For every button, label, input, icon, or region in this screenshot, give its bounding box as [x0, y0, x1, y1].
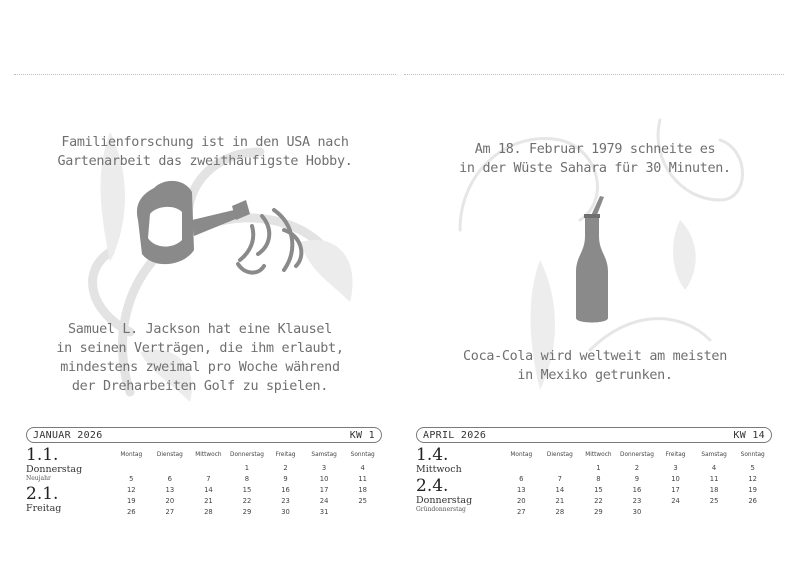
date-cell: 8	[244, 474, 250, 483]
weekday-label: Freitag	[665, 452, 686, 458]
week-row	[112, 507, 382, 518]
week-row	[112, 484, 382, 495]
month-label: APRIL 2026	[423, 429, 487, 441]
date-cell: 29	[242, 508, 252, 517]
week-row	[112, 473, 382, 484]
weekday-label: Mittwoch	[195, 452, 222, 458]
date-cell: 21	[555, 497, 565, 506]
date-cell: 13	[165, 485, 175, 494]
day-date: 2.1.	[26, 484, 59, 504]
date-cell: 9	[283, 474, 288, 483]
fact-bottom-text: Samuel L. Jackson hat eine Klausel in seinen Verträgen, die ihm erlaubt, mindestens zweimal pro Woche während der Dreharbeiten Golf zu spielen.	[56, 322, 344, 394]
date-cell: 21	[204, 497, 213, 506]
day-entry	[26, 447, 118, 483]
month-grid	[502, 448, 772, 518]
date-cell: 10	[671, 474, 680, 483]
week-row	[112, 462, 382, 473]
date-cell	[656, 507, 695, 518]
top-divider	[14, 74, 396, 75]
day-entry	[26, 486, 118, 514]
date-cell: 7	[557, 474, 562, 483]
date-cell: 27	[165, 508, 175, 517]
date-cell: 23	[281, 497, 290, 506]
weekday-label: Donnerstag	[620, 452, 654, 458]
date-cell: 17	[671, 485, 680, 494]
date-cell	[112, 462, 151, 473]
day-entries	[26, 447, 118, 517]
date-cell: 12	[748, 474, 758, 483]
fact-top-text: Familienforschung ist in den USA nach Gartenarbeit das zweithäufigste Hobby.	[57, 135, 353, 169]
date-cell	[541, 462, 580, 473]
holiday-label: Gründonnerstag	[416, 506, 466, 513]
date-cell: 16	[632, 485, 642, 494]
date-cell: 28	[555, 508, 565, 517]
day-name: Freitag	[26, 503, 62, 514]
week-label: KW 14	[733, 429, 765, 441]
soda-bottle-icon	[570, 196, 620, 326]
date-cell: 12	[126, 485, 136, 494]
week-row	[502, 484, 772, 495]
day-name: Donnerstag	[416, 495, 473, 506]
date-cell: 15	[594, 485, 603, 494]
date-cell	[189, 462, 228, 473]
date-cell: 24	[319, 497, 329, 506]
day-date: 1.1.	[26, 445, 59, 465]
date-cell: 3	[321, 463, 327, 472]
date-cell: 5	[750, 463, 755, 472]
week-row	[112, 496, 382, 507]
date-cell	[695, 507, 734, 518]
weekday-label: Montag	[510, 452, 533, 458]
date-cell	[502, 462, 541, 473]
date-cell: 17	[319, 485, 329, 494]
weekday-label: Sonntag	[740, 452, 765, 458]
date-cell: 18	[709, 485, 719, 494]
calendar-header	[416, 427, 772, 443]
date-cell: 14	[204, 485, 213, 494]
weekday-label: Freitag	[275, 452, 296, 458]
date-cell	[343, 507, 382, 518]
january-calendar	[26, 427, 382, 537]
date-cell: 2	[283, 463, 288, 472]
date-cell: 15	[242, 485, 252, 494]
date-cell: 18	[358, 485, 368, 494]
date-cell: 19	[748, 485, 758, 494]
week-row	[502, 462, 772, 473]
week-label: KW 1	[349, 429, 375, 441]
date-cell: 27	[516, 508, 526, 517]
date-cell: 4	[360, 463, 365, 472]
day-entry	[416, 447, 508, 475]
date-cell: 2	[634, 463, 640, 472]
fact-top-text: Am 18. Februar 1979 schneite es in der Wüste Sahara für 30 Minuten.	[459, 142, 731, 176]
month-label: JANUAR 2026	[33, 429, 103, 441]
day-name: Donnerstag	[26, 464, 83, 475]
date-cell: 6	[167, 474, 172, 483]
date-cell: 25	[709, 497, 719, 506]
week-row	[502, 496, 772, 507]
week-row	[502, 507, 772, 518]
date-cell: 11	[709, 474, 719, 483]
date-cell: 16	[281, 485, 290, 494]
date-cell: 4	[711, 463, 717, 472]
weekday-label: Donnerstag	[230, 452, 264, 458]
right-calendar-page	[400, 0, 800, 566]
date-cell: 1	[244, 463, 250, 472]
month-grid	[112, 448, 382, 518]
date-cell	[733, 507, 772, 518]
date-cell: 26	[748, 497, 758, 506]
top-divider	[404, 74, 784, 75]
date-cell: 7	[206, 474, 211, 483]
date-cell: 13	[516, 485, 526, 494]
weekday-header-row	[502, 448, 772, 462]
april-calendar	[416, 427, 772, 537]
date-cell: 20	[165, 497, 175, 506]
date-cell: 10	[319, 474, 329, 483]
weekday-label: Montag	[120, 452, 143, 458]
date-cell: 25	[358, 497, 368, 506]
date-cell: 29	[594, 508, 603, 517]
date-cell: 30	[281, 508, 290, 517]
date-cell: 31	[319, 508, 329, 517]
date-cell: 19	[126, 497, 136, 506]
date-cell: 3	[673, 463, 678, 472]
weekday-header-row	[112, 448, 382, 462]
weekday-label: Dienstag	[156, 452, 183, 458]
fact-bottom-text: Coca-Cola wird weltweit am meisten in Mexiko getrunken.	[463, 349, 727, 383]
date-cell: 5	[129, 474, 134, 483]
weekday-label: Mittwoch	[585, 452, 612, 458]
day-name: Mittwoch	[416, 464, 462, 475]
watering-can-icon	[134, 180, 314, 290]
date-cell: 26	[126, 508, 136, 517]
date-cell	[151, 462, 190, 473]
weekday-label: Samstag	[311, 452, 337, 458]
date-cell: 22	[594, 497, 603, 506]
date-cell: 8	[596, 474, 601, 483]
date-cell: 14	[555, 485, 565, 494]
day-date: 1.4.	[416, 445, 449, 465]
holiday-label: Neujahr	[26, 475, 51, 482]
week-row	[502, 473, 772, 484]
date-cell: 24	[671, 497, 680, 506]
day-entries	[416, 447, 508, 517]
date-cell: 20	[516, 497, 526, 506]
date-cell: 9	[634, 474, 640, 483]
date-cell: 1	[596, 463, 601, 472]
calendar-header	[26, 427, 382, 443]
day-date: 2.4.	[416, 476, 449, 496]
day-entry	[416, 478, 508, 514]
weekday-label: Sonntag	[350, 452, 375, 458]
date-cell: 22	[242, 497, 252, 506]
date-cell: 23	[632, 497, 642, 506]
weekday-label: Samstag	[701, 452, 727, 458]
date-cell: 28	[204, 508, 213, 517]
date-cell: 11	[358, 474, 368, 483]
date-cell: 6	[519, 474, 524, 483]
weekday-label: Dienstag	[546, 452, 573, 458]
date-cell: 30	[632, 508, 642, 517]
